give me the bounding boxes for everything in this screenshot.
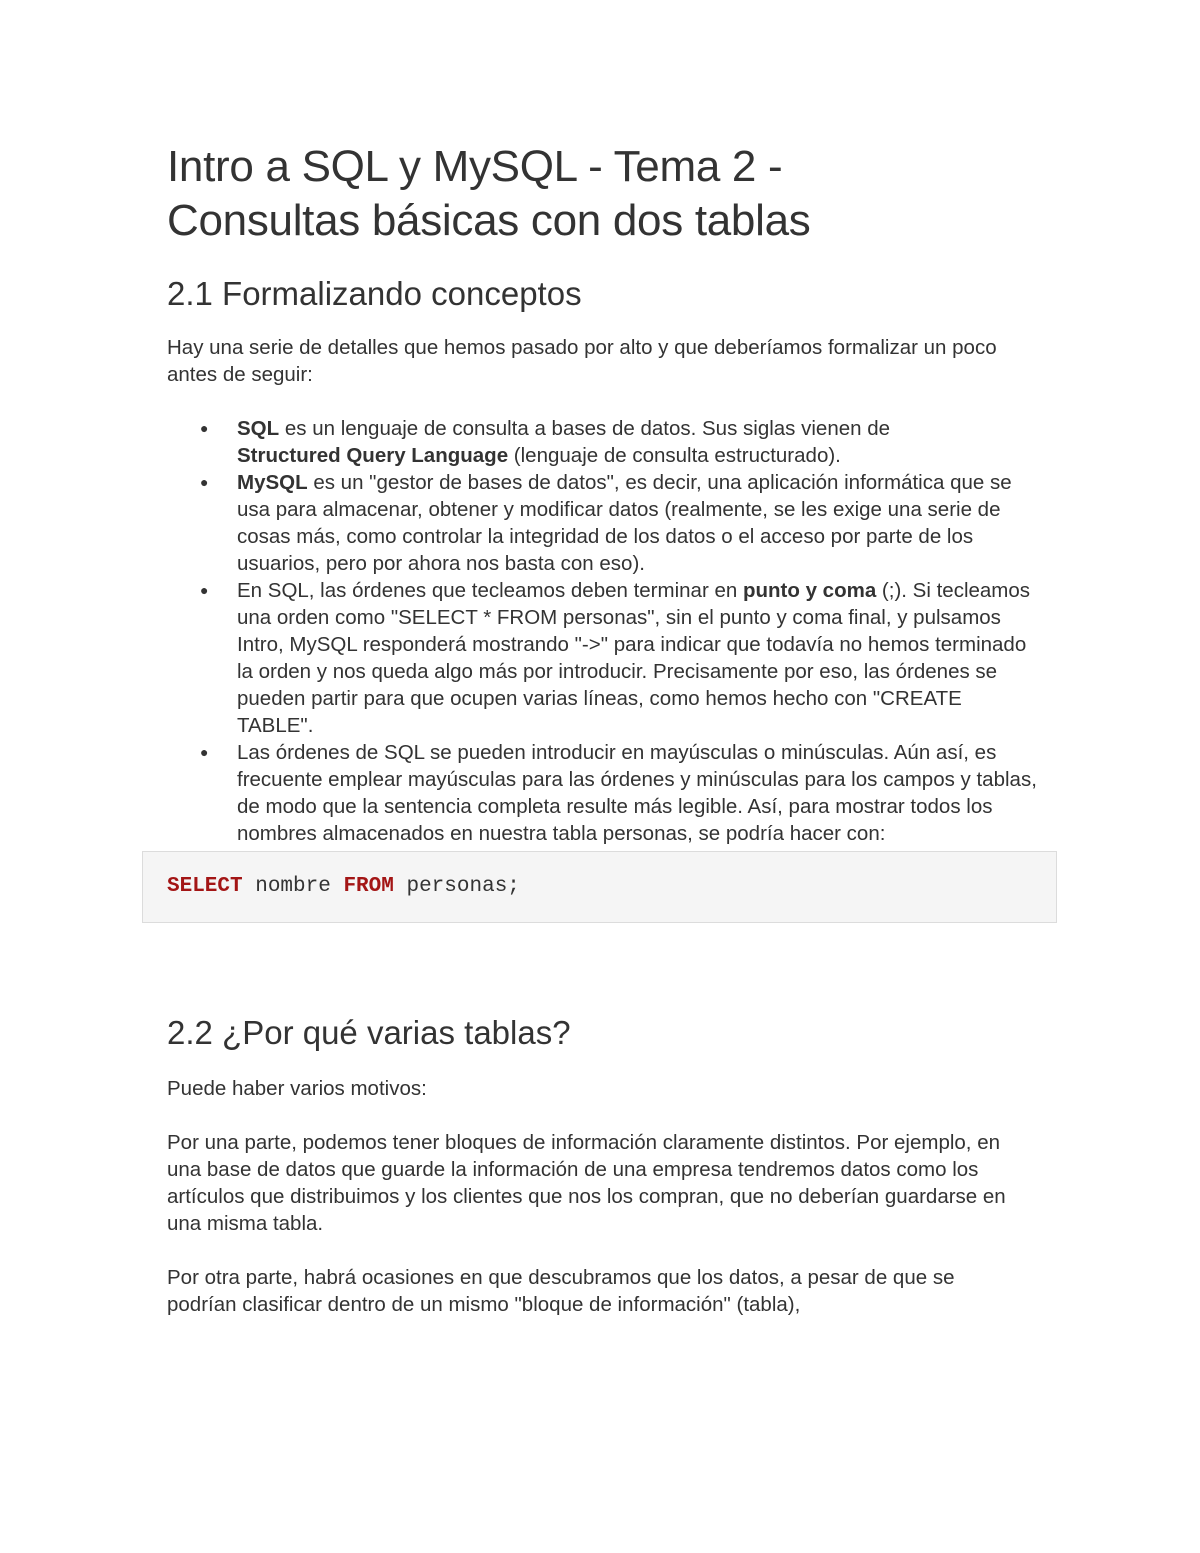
list-item-text: es un lenguaje de consulta a bases de datos. Sus siglas vienen de: [279, 417, 891, 440]
code-keyword-select: SELECT: [167, 875, 243, 898]
term-structured-query-language: Structured Query Language: [237, 444, 509, 467]
list-item-text: es un "gestor de bases de datos", es decir, una aplicación informática que se usa para almacenar, obtener y modificar datos (realmente, se les exige una serie de cosas más, como controlar la integridad de los datos o el acceso por parte de los usuarios, pero por ahora nos basta con eso).: [237, 471, 1012, 575]
term-sql: SQL: [237, 417, 280, 440]
list-item: [200, 415, 967, 469]
list-item-text: En SQL, las órdenes que tecleamos deben terminar en: [237, 579, 743, 602]
term-punto-y-coma: punto y coma: [742, 579, 877, 602]
page-title-line-2: Consultas básicas con dos tablas: [167, 196, 811, 245]
list-item: [200, 739, 1037, 847]
list-item-text: (lenguaje de consulta estructurado).: [508, 444, 841, 467]
code-keyword-from: FROM: [343, 875, 394, 898]
bullet-icon: ●: [200, 474, 209, 490]
code-text: personas;: [393, 875, 520, 898]
code-block: [142, 851, 1057, 923]
list-item: [200, 577, 1037, 739]
list-item: [200, 469, 1037, 577]
concepts-list: [167, 415, 1047, 847]
page-title-line-1: Intro a SQL y MySQL - Tema 2 -: [167, 142, 783, 191]
code-line: [167, 874, 520, 900]
section-2-paragraph-2: Por otra parte, habrá ocasiones en que descubramos que los datos, a pesar de que se podrían clasificar dentro de un mismo "bloque de información" (tabla),: [167, 1266, 955, 1316]
list-item-text: Las órdenes de SQL se pueden introducir en mayúsculas o minúsculas. Aún así, es frecuente emplear mayúsculas para las órdenes y minúsculas para los campos y tablas, de modo que la sentencia completa resulte más legible. Así, para mostrar todos los nombres almacenados en nuestra tabla personas, se podría hacer con:: [237, 741, 1037, 845]
page-title: [167, 140, 1047, 248]
list-item-text: (;). Si tecleamos una orden como "SELECT * FROM personas", sin el punto y coma final, y pulsamos Intro, MySQL responderá mostrando "->" para indicar que todavía no hemos terminado la orden y nos queda algo más por introducir. Precisamente por eso, las órdenes se pueden partir para que ocupen varias líneas, como hemos hecho con "CREATE TABLE".: [237, 579, 1031, 737]
section-heading-2-1: 2.1 Formalizando conceptos: [167, 275, 582, 312]
section-2-intro: Puede haber varios motivos:: [167, 1077, 427, 1100]
bullet-icon: ●: [200, 420, 209, 436]
section-1-intro: Hay una serie de detalles que hemos pasado por alto y que deberíamos formalizar un poco antes de seguir:: [167, 336, 997, 386]
bullet-icon: ●: [200, 582, 209, 598]
section-2-paragraph-1: Por una parte, podemos tener bloques de información claramente distintos. Por ejemplo, en una base de datos que guarde la información de una empresa tendremos datos como los artículos que distribuimos y los clientes que nos los compran, que no deberían guardarse en una misma tabla.: [167, 1131, 1006, 1235]
bullet-icon: ●: [200, 744, 209, 760]
section-heading-2-2: 2.2 ¿Por qué varias tablas?: [167, 1014, 571, 1051]
document-content: [167, 140, 1047, 1318]
code-text: nombre: [242, 875, 344, 898]
term-mysql: MySQL: [237, 471, 308, 494]
